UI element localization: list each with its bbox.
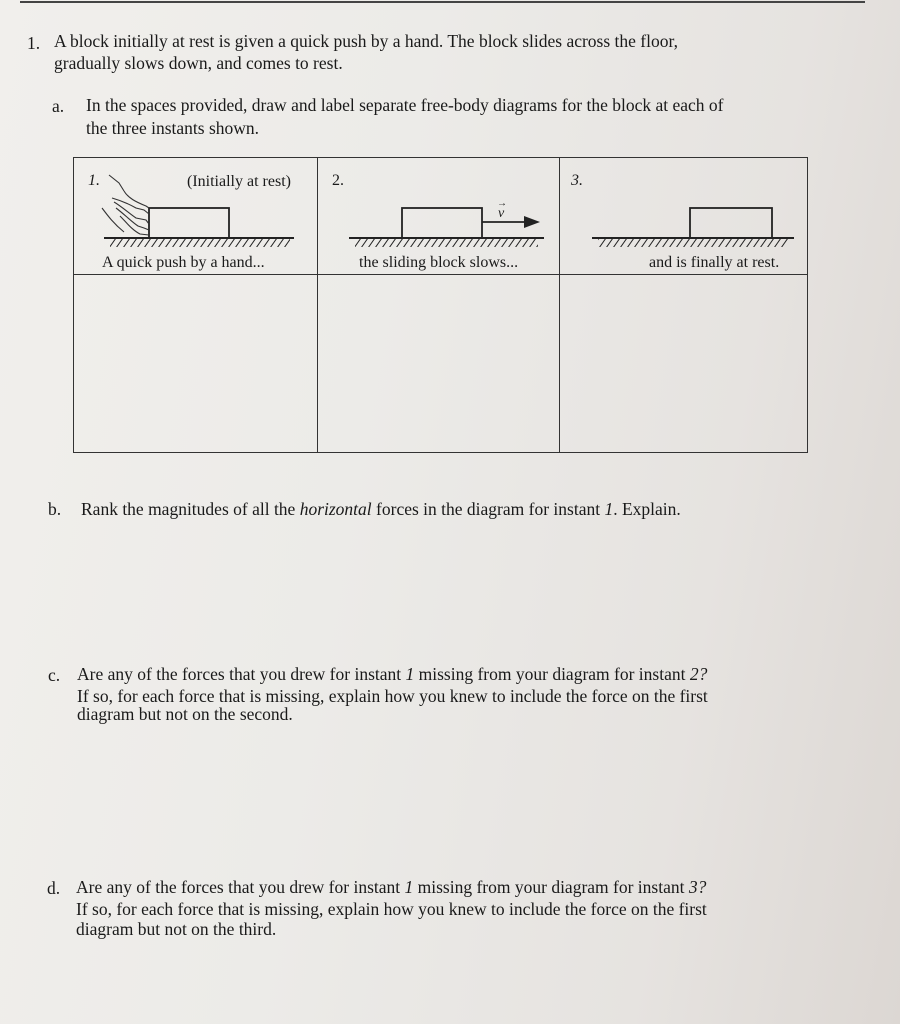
question-text-line1: A block initially at rest is given a quick push by a hand. The block slides across the floor, <box>54 31 678 51</box>
cell-1-label: (Initially at rest) <box>187 173 291 190</box>
cell-1-caption: A quick push by a hand... <box>102 254 265 271</box>
cell-2-drawing <box>349 198 544 247</box>
cell-3-number: 3. <box>571 172 583 189</box>
part-d-line1: Are any of the forces that you drew for instant 1 missing from your diagram for instant 3? <box>76 877 707 897</box>
cell-1-number: 1. <box>88 172 100 189</box>
free-body-diagram-table <box>73 157 808 453</box>
cell-2-caption: the sliding block slows... <box>359 254 519 271</box>
scenario-drawings <box>74 158 809 278</box>
part-a-letter: a. <box>52 96 65 116</box>
part-c-line3: diagram but not on the second. <box>77 704 293 724</box>
velocity-arrowhead-icon <box>524 216 540 228</box>
top-rule <box>20 1 865 3</box>
part-c-line2: If so, for each force that is missing, explain how you knew to include the force on the first <box>77 686 708 706</box>
hand-icon <box>102 175 149 235</box>
part-b-letter: b. <box>48 499 62 519</box>
vector-arrow-icon: → <box>497 198 507 209</box>
part-c-line1: Are any of the forces that you drew for instant 1 missing from your diagram for instant 2? <box>77 664 708 684</box>
part-d-letter: d. <box>47 878 61 898</box>
part-b-text: Rank the magnitudes of all the horizontal forces in the diagram for instant 1. Explain. <box>81 499 681 519</box>
part-c-letter: c. <box>48 665 61 685</box>
part-d-line3: diagram but not on the third. <box>76 919 277 939</box>
cell-2-number: 2. <box>332 172 344 189</box>
question-number: 1. <box>27 33 41 53</box>
cell-3-drawing <box>592 208 794 247</box>
cell-1-drawing <box>102 175 294 247</box>
cell-3-caption: and is finally at rest. <box>649 254 780 271</box>
part-d-line2: If so, for each force that is missing, explain how you knew to include the force on the first <box>76 899 707 919</box>
question-text-line2: gradually slows down, and comes to rest. <box>54 53 343 73</box>
part-a-text-line2: the three instants shown. <box>86 118 260 138</box>
part-a-text-line1: In the spaces provided, draw and label separate free-body diagrams for the block at each of <box>86 95 724 115</box>
velocity-label: v → <box>497 198 507 221</box>
